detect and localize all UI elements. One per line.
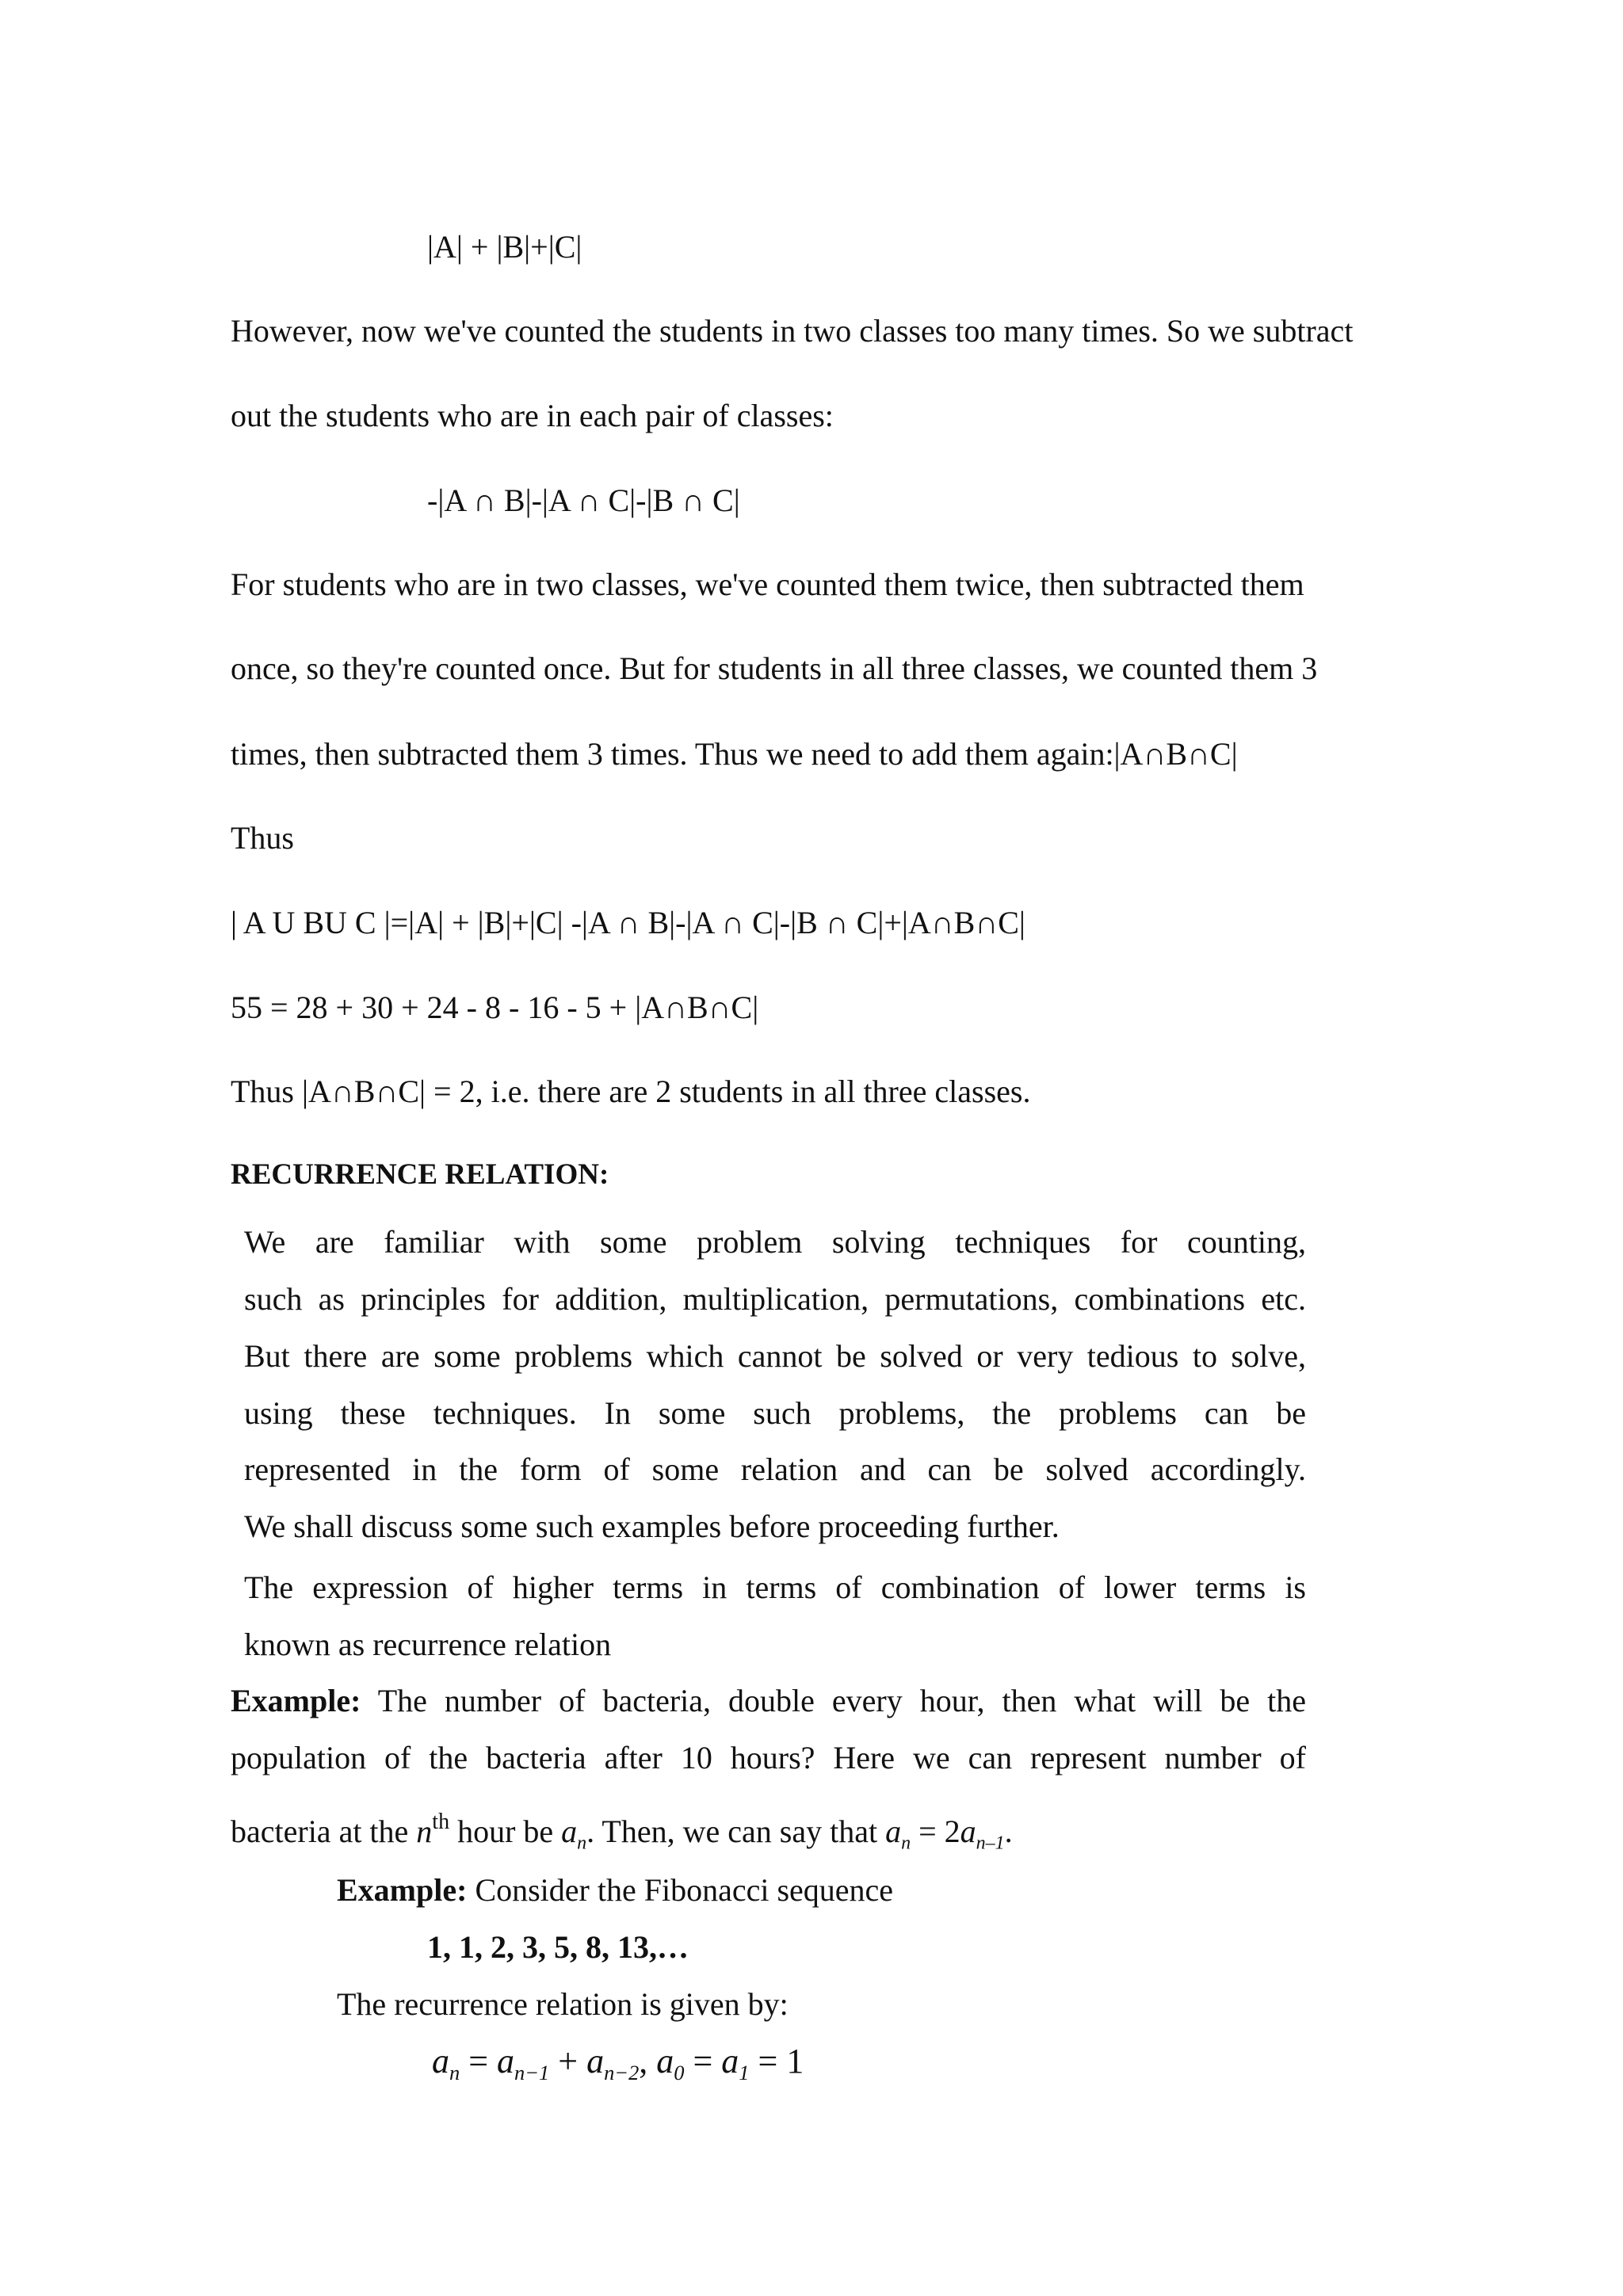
example-line-bacteria: bacteria at the $n^{th}$ hour be $a_n$. Then, we can say that $a_n = 2a_{n-1}$. bbox=[231, 1810, 1013, 1854]
text-line: For students who are in two classes, we've counted them twice, then subtracted them bbox=[231, 566, 1304, 602]
text-line: However, now we've counted the students in two classes too many times. So we subtract bbox=[231, 313, 1354, 349]
example-line: Example: Consider the Fibonacci sequence bbox=[337, 1872, 894, 1908]
text-line: out the students who are in each pair of classes: bbox=[231, 398, 834, 433]
text-line: Thus bbox=[231, 820, 294, 856]
text-line: times, then subtracted them 3 times. Thus we need to add them again:|A∩B∩C| bbox=[231, 736, 1238, 772]
fibonacci-sequence: 1, 1, 2, 3, 5, 8, 13,… bbox=[427, 1929, 689, 1965]
text-line: Thus |A∩B∩C| = 2, i.e. there are 2 students in all three classes. bbox=[231, 1074, 1031, 1109]
example-line: Example: The number of bacteria, double every hour, then what will be the bbox=[231, 1683, 1307, 1718]
text-line: The recurrence relation is given by: bbox=[337, 1986, 789, 2022]
paragraph-line: But there are some problems which cannot be solved or very tedious to solve, bbox=[244, 1338, 1306, 1374]
example-label: Example: bbox=[337, 1872, 468, 1908]
formula-pair-intersections: -|A ∩ B|-|A ∩ C|-|B ∩ C| bbox=[427, 482, 740, 518]
paragraph-line: known as recurrence relation bbox=[244, 1627, 612, 1662]
text-line: once, so they're counted once. But for students in all three classes, we counted them 3 bbox=[231, 650, 1318, 686]
formula-inclusion-exclusion: | A U BU C |=|A| + |B|+|C| -|A ∩ B|-|A ∩ C|-|B ∩ C|+|A∩B∩C| bbox=[231, 905, 1025, 940]
paragraph-line: represented in the form of some relation and can be solved accordingly. bbox=[244, 1451, 1306, 1487]
recurrence-formula: $a_n = a_{n-1} + a_{n-2}$, $a_0 = a_1 = 1$ bbox=[432, 2042, 804, 2085]
paragraph-line: such as principles for addition, multiplication, permutations, combinations etc. bbox=[244, 1281, 1306, 1317]
paragraph-line: using these techniques. In some such problems, the problems can be bbox=[244, 1395, 1306, 1431]
paragraph-line: We are familiar with some problem solving techniques for counting, bbox=[244, 1224, 1306, 1260]
paragraph-line: The expression of higher terms in terms of combination of lower terms is bbox=[244, 1569, 1306, 1605]
section-heading: RECURRENCE RELATION: bbox=[231, 1158, 609, 1191]
paragraph-line: We shall discuss some such examples before proceeding further. bbox=[244, 1508, 1060, 1544]
example-label: Example: bbox=[231, 1683, 361, 1718]
example-line: population of the bacteria after 10 hours? Here we can represent number of bbox=[231, 1740, 1306, 1775]
formula-sum-of-sets: |A| + |B|+|C| bbox=[427, 229, 582, 265]
formula-substitution: 55 = 28 + 30 + 24 - 8 - 16 - 5 + |A∩B∩C| bbox=[231, 990, 759, 1025]
